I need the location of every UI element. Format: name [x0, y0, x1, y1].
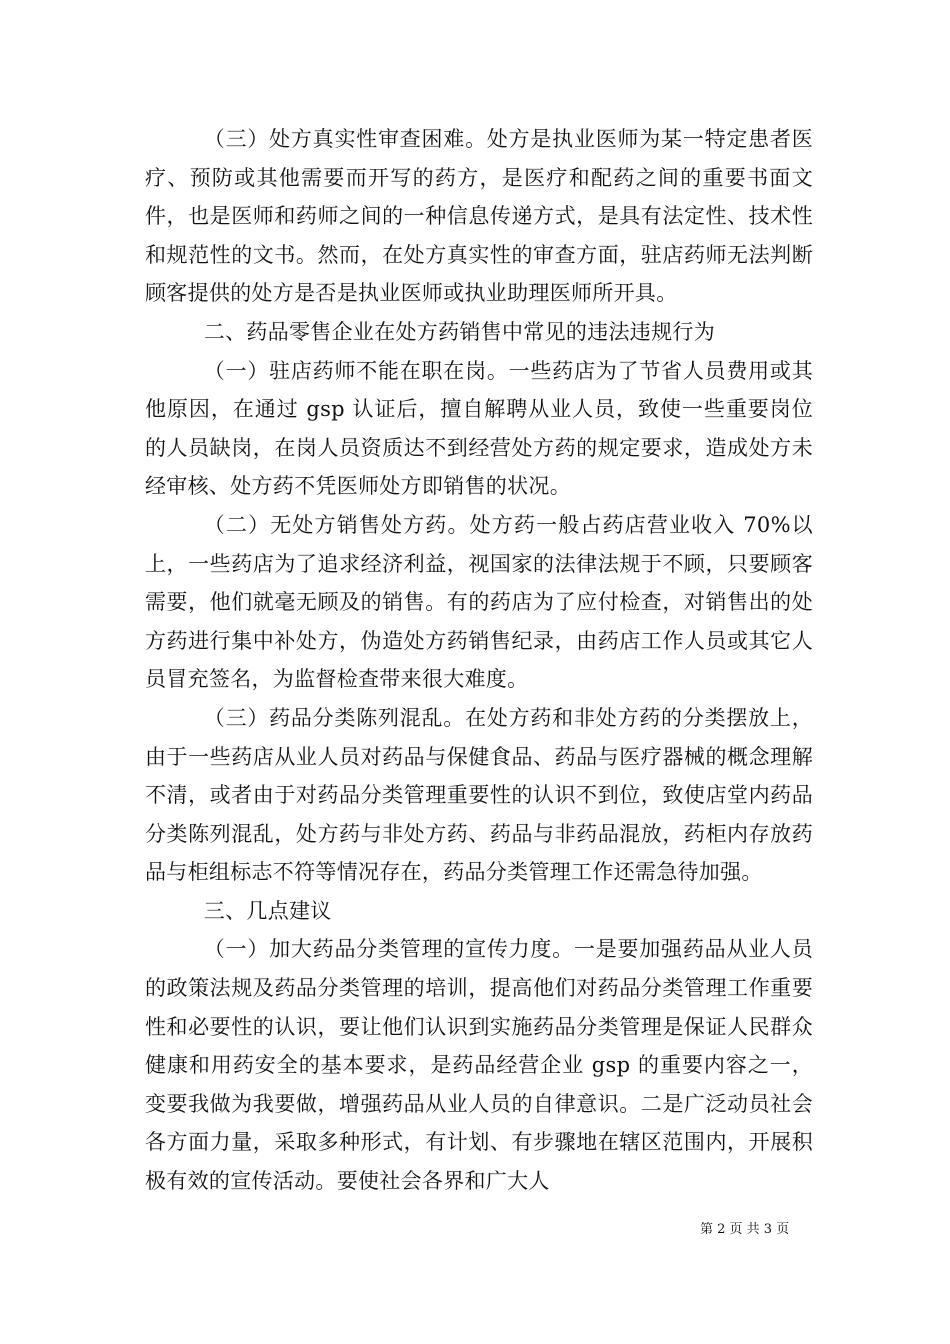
section-heading-suggestions: 三、几点建议	[203, 898, 332, 923]
paragraph-pharmacist-absence: （一）驻店药师不能在职在岗。一些药店为了节省人员费用或其他原因，在通过 gsp 认证后，擅自解聘从业人员，致使一些重要岗位的人员缺岗，在岗人员资质达不到经营处方药的规定要求，造成处方未经审核、处方药不凭医师处方即销售的状况。	[145, 358, 813, 499]
document-body	[145, 120, 813, 1201]
paragraph-classification-display: （三）药品分类陈列混乱。在处方药和非处方药的分类摆放上，由于一些药店从业人员对药品与保健食品、药品与医疗器械的概念理解不清，或者由于对药品分类管理重要性的认识不到位，致使店堂内药品分类陈列混乱，处方药与非处方药、药品与非药品混放，药柜内存放药品与柜组标志不符等情况存在，药品分类管理工作还需急待加强。	[145, 705, 813, 885]
paragraph-prescription-verification: （三）处方真实性审查困难。处方是执业医师为某一特定患者医疗、预防或其他需要而开写的药方，是医疗和配药之间的重要书面文件，也是医师和药师之间的一种信息传递方式，是具有法定性、技术性和规范性的文书。然而，在处方真实性的审查方面，驻店药师无法判断顾客提供的处方是否是执业医师或执业助理医师所开具。	[145, 127, 813, 306]
paragraph-publicity-efforts: （一）加大药品分类管理的宣传力度。一是要加强药品从业人员的政策法规及药品分类管理的培训，提高他们对药品分类管理工作重要性和必要性的认识，要让他们认识到实施药品分类管理是保证人民群众健康和用药安全的基本要求，是药品经营企业 gsp 的重要内容之一，变要我做为我要做，增强药品从业人员的自律意识。二是广泛动员社会各方面力量，采取多种形式，有计划、有步骤地在辖区范围内，开展积极有效的宣传活动。要使社会各界和广大人	[145, 937, 813, 1194]
paragraph-no-prescription-sales: （二）无处方销售处方药。处方药一般占药店营业收入 70%以上，一些药店为了追求经济利益，视国家的法律法规于不顾，只要顾客需要，他们就毫无顾及的销售。有的药店为了应付检查，对销售出的处方药进行集中补处方，伪造处方药销售纪录，由药店工作人员或其它人员冒充签名，为监督检查带来很大难度。	[145, 512, 813, 692]
section-heading-violations: 二、药品零售企业在处方药销售中常见的违法违规行为	[203, 319, 715, 344]
page-number-footer: 第 2 页 共 3 页	[700, 1222, 790, 1237]
